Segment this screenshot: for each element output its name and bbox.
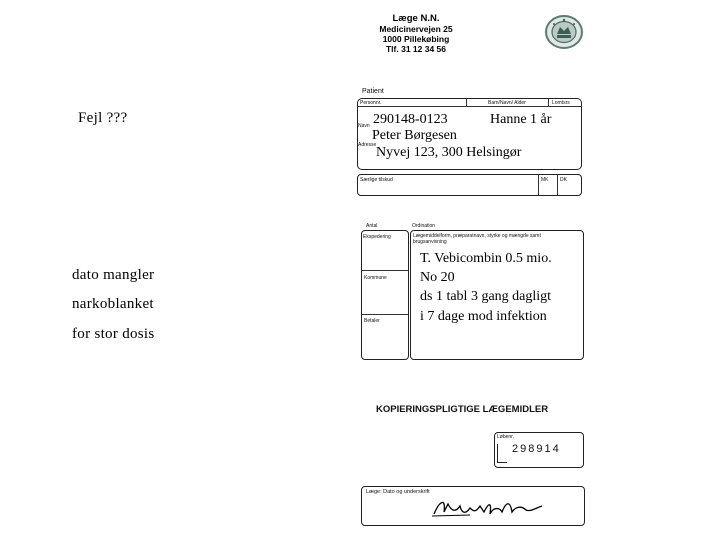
tilskud-divider-2 bbox=[557, 175, 558, 195]
ordination-line-1: T. Vebicombin 0.5 mio. bbox=[420, 251, 552, 266]
signature-scribble bbox=[430, 494, 550, 522]
label-navn: Navn bbox=[358, 123, 370, 129]
label-dk: DK bbox=[560, 177, 567, 183]
patient-address: Nyvej 123, 300 Helsingør bbox=[376, 145, 522, 160]
ordination-line-3: ds 1 tabl 3 gang dagligt bbox=[420, 289, 552, 304]
ordination-line-4: i 7 dage mod infektion bbox=[420, 309, 547, 324]
label-personnr: Personnr. bbox=[360, 100, 382, 106]
doctor-phone: Tlf. 31 12 34 56 bbox=[385, 44, 446, 54]
label-betaler: Betaler bbox=[364, 318, 380, 324]
label-kommune: Kommune bbox=[364, 275, 387, 281]
patient-section-title: Patient bbox=[362, 88, 384, 95]
patient-personnr: 290148-0123 bbox=[373, 112, 448, 127]
label-praeparat: Lægemiddelform, præparatnavn, styrke og mængde samt brugsanvisning bbox=[413, 233, 541, 245]
doctor-city: 1000 Pillekøbing bbox=[382, 34, 450, 44]
label-signature: Læge: Dato og underskrift bbox=[366, 489, 430, 495]
label-labenr: Løbenr. bbox=[497, 434, 514, 440]
tilskud-divider-1 bbox=[538, 175, 539, 195]
ordination-line-2: No 20 bbox=[420, 270, 455, 285]
label-ekspedering: Ekspedering bbox=[363, 234, 391, 240]
doctor-name: Læge N.N. bbox=[392, 13, 440, 24]
patient-child-age: Hanne 1 år bbox=[490, 112, 552, 127]
labenr-bracket-v bbox=[497, 444, 498, 462]
label-adresse: Adresse bbox=[358, 142, 377, 148]
label-antal: Antal bbox=[366, 223, 378, 229]
label-ordination: Ordination bbox=[412, 223, 436, 229]
annotation-for-stor-dosis: for stor dosis bbox=[72, 326, 155, 342]
pharmacy-seal-icon bbox=[544, 14, 584, 50]
label-mk: MK bbox=[541, 177, 549, 183]
doctor-street: Medicinervejen 25 bbox=[379, 24, 453, 34]
antal-divider-2 bbox=[362, 314, 408, 315]
patient-col-divider-1 bbox=[466, 99, 467, 107]
label-born: Barn/Navn/ Alder bbox=[488, 100, 526, 106]
antal-box bbox=[361, 230, 409, 360]
label-lomtsrs: Lomtsrs bbox=[552, 100, 570, 106]
patient-col-divider-2 bbox=[548, 99, 549, 107]
labenr-bracket-h bbox=[497, 462, 507, 463]
kopi-heading: KOPIERINGSPLIGTIGE LÆGEMIDLER bbox=[376, 404, 549, 415]
annotation-dato-mangler: dato mangler bbox=[72, 267, 155, 283]
annotation-fejl: Fejl ??? bbox=[78, 110, 128, 126]
labenr-number: 298914 bbox=[512, 443, 561, 455]
doctor-header bbox=[356, 14, 476, 54]
annotation-narkoblanket: narkoblanket bbox=[72, 296, 154, 312]
patient-name: Peter Børgesen bbox=[372, 128, 457, 143]
antal-divider-1 bbox=[362, 270, 408, 271]
label-saerlige-tilskud: Særlige tilskud bbox=[360, 177, 393, 183]
